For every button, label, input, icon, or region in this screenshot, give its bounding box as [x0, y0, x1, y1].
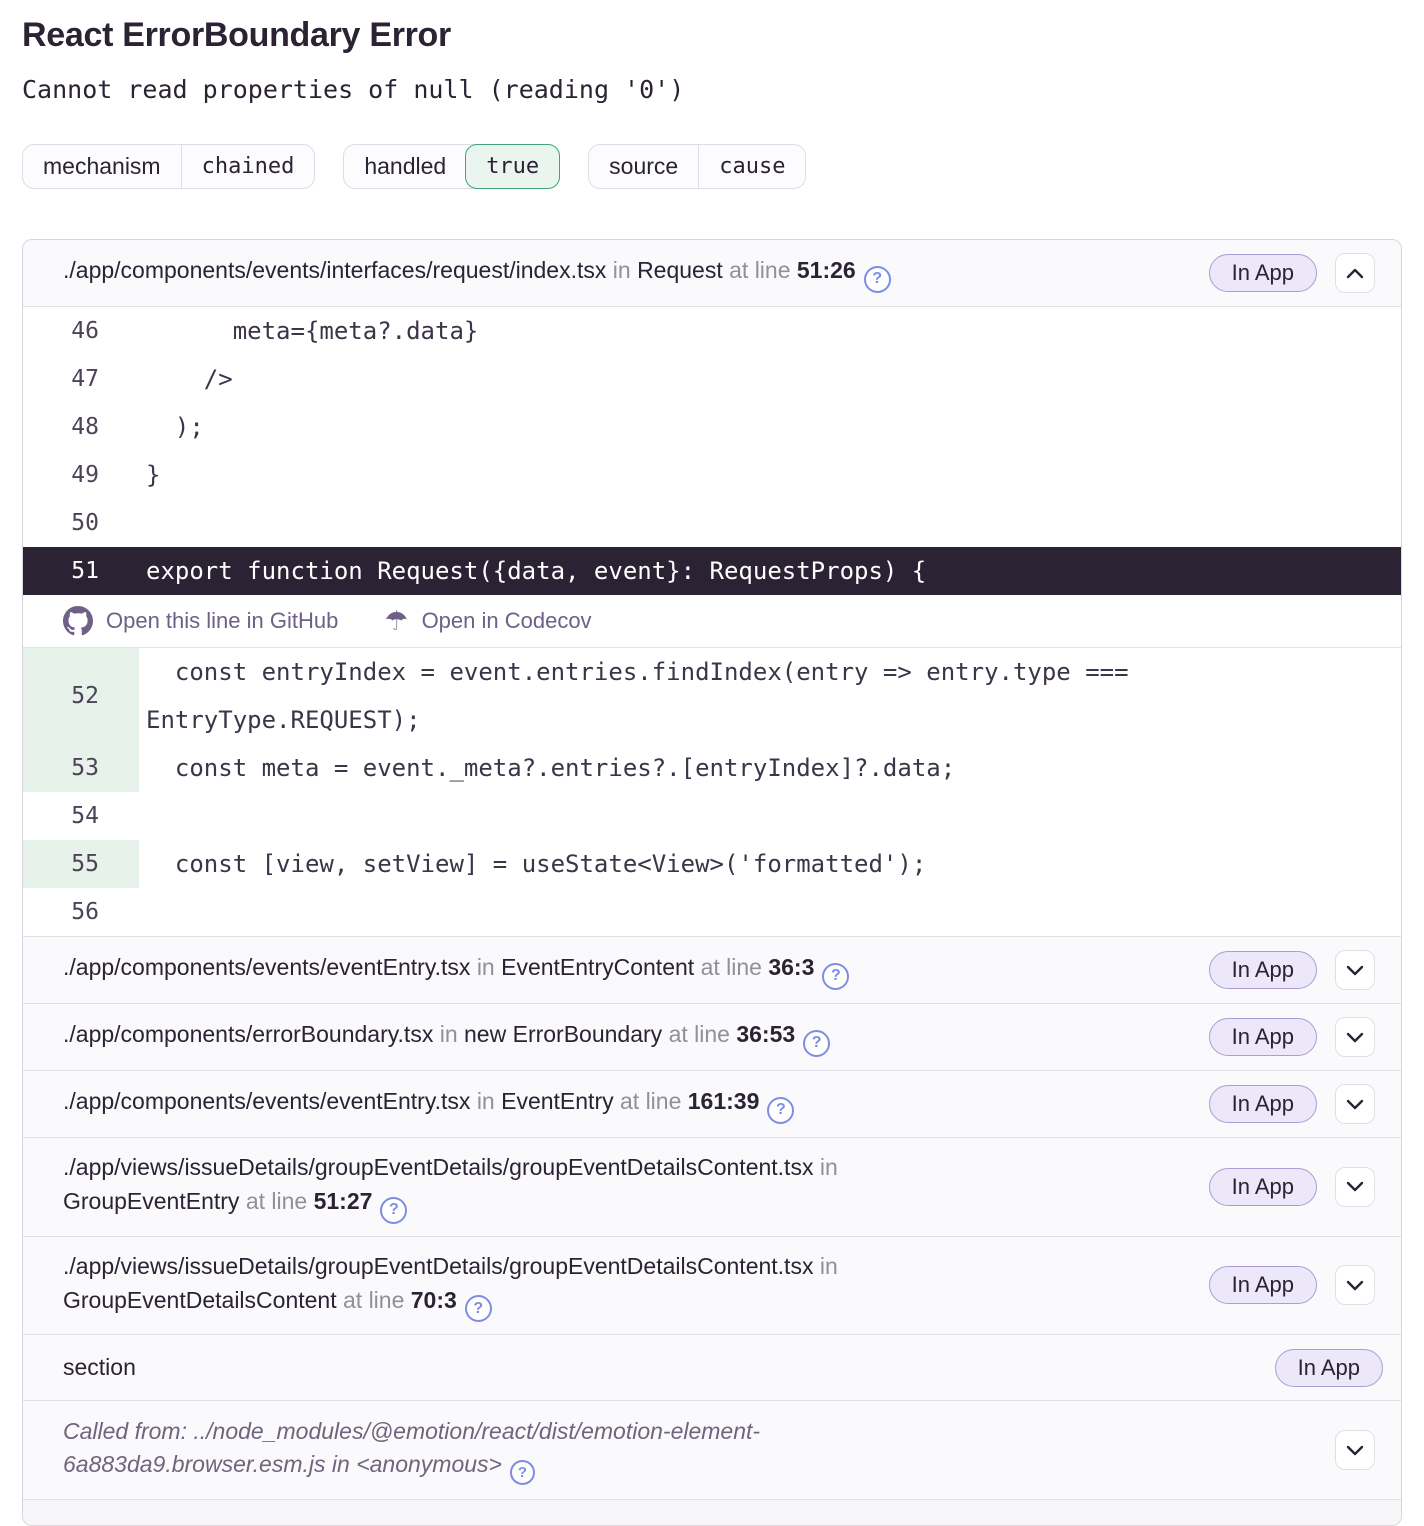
line-number: 51 [71, 558, 99, 584]
code-line [23, 792, 1401, 840]
expand-frame-button[interactable] [1335, 1430, 1375, 1470]
source-code-block [23, 648, 1401, 936]
frame-function: EventEntryContent [501, 954, 695, 981]
help-icon[interactable]: ? [465, 1295, 492, 1322]
frame-title [63, 950, 849, 990]
stack-frame-row[interactable] [23, 1070, 1401, 1137]
line-number: 50 [71, 510, 99, 536]
called-from-label: Called from: [63, 1418, 187, 1444]
help-icon[interactable]: ? [864, 266, 891, 293]
code-text: /> [146, 365, 233, 393]
frame-at-line-label: at line [668, 1021, 730, 1048]
codecov-link-label: Open in Codecov [421, 608, 592, 633]
expand-frame-button[interactable] [1335, 1084, 1375, 1124]
code-line [23, 840, 1401, 888]
called-from-frame-row[interactable] [23, 1400, 1401, 1499]
called-from-text [63, 1415, 1013, 1485]
frame-function: EventEntry [501, 1088, 614, 1115]
in-app-badge[interactable]: In App [1209, 951, 1317, 989]
frame-filename: ../node_modules/@emotion/react/dist/emotion-element-6a883da9.browser.esm.js [63, 1418, 761, 1477]
frame-lineno: 161:39 [687, 1088, 760, 1115]
frame-controls [1209, 1017, 1375, 1057]
github-icon [63, 606, 93, 636]
code-line [23, 547, 1401, 595]
github-link-label: Open this line in GitHub [106, 608, 339, 633]
tag-pill[interactable] [22, 144, 315, 189]
open-in-github-link[interactable] [63, 606, 338, 636]
line-number: 53 [23, 744, 139, 792]
help-icon[interactable]: ? [380, 1197, 407, 1224]
code-text: ); [146, 413, 204, 441]
chevron-up-icon [1346, 268, 1364, 279]
frame-in-label: in [476, 954, 495, 981]
frame-function: <anonymous> [356, 1451, 502, 1477]
in-app-badge[interactable]: In App [1275, 1349, 1383, 1387]
frame-at-line-label: at line [729, 257, 791, 284]
line-number: 56 [71, 899, 99, 925]
codecov-icon: ☂ [384, 605, 409, 637]
frame-controls [1209, 1084, 1375, 1124]
code-text [139, 888, 1401, 936]
stack-frame-row[interactable] [23, 1003, 1401, 1070]
frame-filename: ./app/components/events/eventEntry.tsx [63, 1088, 471, 1115]
error-message: Cannot read properties of null (reading '0') [22, 75, 685, 104]
code-text: const meta = event._meta?.entries?.[entryIndex]?.data; [146, 754, 956, 782]
code-text: meta={meta?.data} [146, 317, 479, 345]
help-icon[interactable]: ? [803, 1030, 830, 1057]
tag-pill[interactable] [588, 144, 806, 189]
expand-frame-button[interactable] [1335, 950, 1375, 990]
page-title: React ErrorBoundary Error [22, 16, 451, 54]
stack-frame-row[interactable] [23, 1137, 1401, 1236]
frame-filename: ./app/components/events/eventEntry.tsx [63, 954, 471, 981]
frame-lineno: 36:3 [768, 954, 815, 981]
frame-at-line-label: at line [343, 1286, 405, 1313]
stack-frame-row[interactable] [23, 1236, 1401, 1335]
frame-in-label: in [819, 1154, 838, 1180]
frame-filename: ./app/views/issueDetails/groupEventDetails/groupEventDetailsContent.tsx [63, 1252, 814, 1279]
code-line [23, 744, 1401, 792]
frame-lineno: 51:26 [796, 257, 856, 284]
tag-value: cause [698, 145, 805, 188]
line-number: 47 [71, 366, 99, 392]
frame-in-label: in [331, 1451, 350, 1477]
line-number: 46 [71, 318, 99, 344]
in-app-badge[interactable]: In App [1209, 1018, 1317, 1056]
frame-lineno: 51:27 [313, 1188, 373, 1214]
frame-function: GroupEventDetailsContent [63, 1286, 337, 1313]
code-line [23, 403, 1401, 451]
chevron-down-icon [1346, 1280, 1364, 1291]
code-text: } [146, 461, 161, 489]
frame-function: new ErrorBoundary [464, 1021, 663, 1048]
in-app-badge[interactable]: In App [1209, 1266, 1317, 1304]
frame-function: section [63, 1354, 136, 1380]
tag-value: chained [181, 145, 315, 188]
stack-frame-row[interactable] [23, 240, 1401, 307]
frame-controls [1335, 1430, 1375, 1470]
code-text [139, 499, 1401, 547]
tag-pills [22, 144, 1402, 189]
code-line [23, 307, 1401, 355]
chevron-down-icon [1346, 965, 1364, 976]
frame-filename: ./app/views/issueDetails/groupEventDetails/groupEventDetailsContent.tsx [63, 1154, 814, 1180]
frame-title [63, 253, 891, 293]
tag-key: mechanism [43, 153, 161, 179]
frame-at-line-label: at line [620, 1088, 682, 1115]
frame-title [63, 1084, 794, 1124]
chevron-down-icon [1346, 1032, 1364, 1043]
code-line [23, 499, 1401, 547]
help-icon[interactable]: ? [510, 1460, 535, 1485]
frame-in-label: in [819, 1252, 838, 1279]
frame-filename: ./app/components/errorBoundary.tsx [63, 1021, 434, 1048]
chevron-down-icon [1346, 1099, 1364, 1110]
frame-in-label: in [612, 257, 631, 284]
line-number: 55 [23, 840, 139, 888]
chevron-down-icon [1346, 1181, 1364, 1192]
help-icon[interactable]: ? [767, 1097, 794, 1124]
expand-frame-button[interactable] [1335, 1167, 1375, 1207]
frame-controls [1209, 950, 1375, 990]
frame-function: Request [637, 257, 723, 284]
frame-controls [1209, 1167, 1375, 1207]
frame-title [63, 1249, 1013, 1323]
stack-trace-panel [22, 239, 1402, 1526]
line-number: 52 [23, 648, 139, 744]
open-in-codecov-link[interactable] [384, 605, 592, 637]
code-text: export function Request({data, event}: RequestProps) { [146, 557, 927, 585]
frame-title [63, 1017, 830, 1057]
expand-frame-button[interactable] [1335, 1017, 1375, 1057]
tag-value: true [465, 144, 560, 189]
chevron-down-icon [1346, 1445, 1364, 1456]
frame-in-label: in [476, 1088, 495, 1115]
frame-controls [1209, 253, 1375, 293]
expand-frame-button[interactable] [1335, 1265, 1375, 1305]
frame-lineno: 70:3 [410, 1286, 457, 1313]
help-icon[interactable]: ? [822, 963, 849, 990]
section-frame-row[interactable] [23, 1334, 1401, 1400]
line-actions-row [23, 595, 1401, 648]
error-details-page [22, 16, 1402, 1526]
tag-pill[interactable] [343, 144, 560, 189]
code-text: const [view, setView] = useState<View>('formatted'); [146, 850, 927, 878]
frame-filename: ./app/components/events/interfaces/request/index.tsx [63, 257, 607, 284]
frame-controls [1209, 1265, 1375, 1305]
frame-function: GroupEventEntry [63, 1188, 240, 1214]
tag-key: handled [364, 153, 447, 179]
next-frame-row-cutoff [23, 1499, 1401, 1525]
tag-key: source [609, 153, 679, 179]
line-number: 49 [71, 462, 99, 488]
frame-controls [1275, 1349, 1383, 1387]
frame-in-label: in [439, 1021, 458, 1048]
source-code-block [23, 307, 1401, 595]
frame-title [63, 1150, 1013, 1224]
frame-at-line-label: at line [700, 954, 762, 981]
collapse-frame-button[interactable] [1335, 253, 1375, 293]
code-text: const entryIndex = event.entries.findIndex(entry => entry.type === EntryType.REQUEST); [146, 658, 1144, 734]
frame-at-line-label: at line [245, 1188, 308, 1214]
code-line [23, 888, 1401, 936]
line-number: 54 [71, 803, 99, 829]
code-line [23, 648, 1401, 744]
frame-lineno: 36:53 [736, 1021, 796, 1048]
in-app-badge[interactable]: In App [1209, 254, 1317, 292]
in-app-badge[interactable]: In App [1209, 1085, 1317, 1123]
code-line [23, 451, 1401, 499]
stack-frame-row[interactable] [23, 936, 1401, 1003]
line-number: 48 [71, 414, 99, 440]
code-text [139, 792, 1401, 840]
code-line [23, 355, 1401, 403]
in-app-badge[interactable]: In App [1209, 1168, 1317, 1206]
